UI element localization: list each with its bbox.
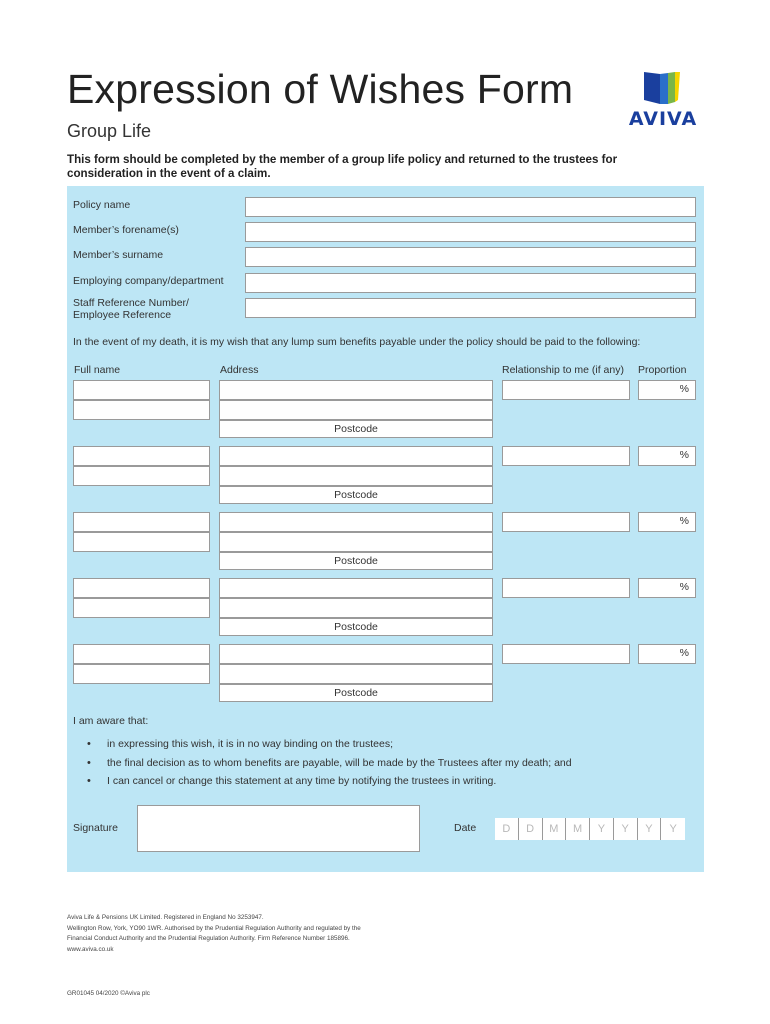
- beneficiary-5-address-line1[interactable]: [219, 644, 493, 664]
- staff-ref-label-line2: Employee Reference: [73, 309, 172, 321]
- beneficiary-1-relationship[interactable]: [502, 380, 630, 400]
- forenames-label: Member’s forename(s): [73, 224, 179, 236]
- date-month-1[interactable]: M: [543, 818, 567, 840]
- postcode-label: Postcode: [334, 621, 378, 633]
- awareness-list: [87, 738, 572, 794]
- postcode-label: Postcode: [334, 489, 378, 501]
- awareness-item: • I can cancel or change this statement at any time by notifying the trustees in writing.: [87, 775, 572, 794]
- date-month-2[interactable]: M: [566, 818, 590, 840]
- beneficiary-1-postcode[interactable]: [219, 420, 493, 438]
- beneficiary-3-address-line1[interactable]: [219, 512, 493, 532]
- date-year-1[interactable]: Y: [590, 818, 614, 840]
- col-full-name: Full name: [74, 364, 121, 376]
- beneficiary-4-postcode[interactable]: [219, 618, 493, 636]
- intro-text: This form should be completed by the member of a group life policy and returned to the trustees for consideration in the event of a claim.: [67, 153, 618, 180]
- beneficiary-5-relationship[interactable]: [502, 644, 630, 664]
- beneficiary-5-postcode[interactable]: [219, 684, 493, 702]
- beneficiary-4-address-line1[interactable]: [219, 578, 493, 598]
- postcode-label: Postcode: [334, 687, 378, 699]
- beneficiary-3-name-line1[interactable]: [73, 512, 210, 532]
- beneficiary-1-proportion[interactable]: [638, 380, 696, 400]
- beneficiary-2-address-line2[interactable]: [219, 466, 493, 486]
- footer-legal: [67, 913, 361, 955]
- beneficiary-2-proportion[interactable]: [638, 446, 696, 466]
- forenames-input[interactable]: [245, 222, 696, 242]
- beneficiary-4-relationship[interactable]: [502, 578, 630, 598]
- beneficiary-1-name-line2[interactable]: [73, 400, 210, 420]
- footer-website: www.aviva.co.uk: [67, 945, 114, 953]
- policy-name-label: Policy name: [73, 199, 131, 211]
- beneficiary-2-postcode[interactable]: [219, 486, 493, 504]
- date-label: Date: [454, 822, 477, 834]
- form-reference: GR01045 04/2020 ©Aviva plc: [67, 990, 150, 997]
- postcode-label: Postcode: [334, 423, 378, 435]
- beneficiary-4-name-line1[interactable]: [73, 578, 210, 598]
- page-subtitle: Group Life: [67, 121, 152, 141]
- employer-input[interactable]: [245, 273, 696, 293]
- footer-line: Financial Conduct Authority and the Prudential Regulation Authority. Firm Reference Number 185896.: [67, 935, 350, 942]
- beneficiary-5-name-line1[interactable]: [73, 644, 210, 664]
- percent-sign: %: [679, 383, 689, 395]
- beneficiary-1-name-line1[interactable]: [73, 380, 210, 400]
- page-title: Expression of Wishes Form: [67, 66, 574, 112]
- col-proportion: Proportion: [638, 364, 687, 376]
- beneficiary-5-proportion[interactable]: [638, 644, 696, 664]
- beneficiary-1-address-line1[interactable]: [219, 380, 493, 400]
- beneficiary-2-address-line1[interactable]: [219, 446, 493, 466]
- staff-ref-label-line1: Staff Reference Number/: [73, 297, 189, 309]
- date-year-2[interactable]: Y: [614, 818, 638, 840]
- signature-label: Signature: [73, 822, 118, 834]
- awareness-item: • in expressing this wish, it is in no way binding on the trustees;: [87, 738, 572, 757]
- beneficiary-2-relationship[interactable]: [502, 446, 630, 466]
- percent-sign: %: [679, 647, 689, 659]
- beneficiary-2-name-line2[interactable]: [73, 466, 210, 486]
- date-day-2[interactable]: D: [519, 818, 543, 840]
- surname-label: Member’s surname: [73, 249, 164, 261]
- beneficiary-4-address-line2[interactable]: [219, 598, 493, 618]
- footer-line: Wellington Row, York, YO90 1WR. Authorised by the Prudential Regulation Authority and regulated by the: [67, 924, 361, 932]
- awareness-heading: I am aware that:: [73, 715, 149, 727]
- col-address: Address: [220, 364, 259, 376]
- date-year-3[interactable]: Y: [638, 818, 662, 840]
- beneficiary-3-address-line2[interactable]: [219, 532, 493, 552]
- employer-label: Employing company/department: [73, 275, 224, 287]
- beneficiary-3-postcode[interactable]: [219, 552, 493, 570]
- staff-ref-input[interactable]: [245, 298, 696, 318]
- beneficiary-4-proportion[interactable]: [638, 578, 696, 598]
- postcode-label: Postcode: [334, 555, 378, 567]
- policy-name-input[interactable]: [245, 197, 696, 217]
- aviva-logo-text: AVIVA: [628, 108, 698, 130]
- awareness-item: • the final decision as to whom benefits are payable, will be made by the Trustees after my death; and: [87, 757, 572, 776]
- percent-sign: %: [679, 515, 689, 527]
- beneficiary-3-name-line2[interactable]: [73, 532, 210, 552]
- date-input[interactable]: [495, 818, 685, 840]
- beneficiary-2-name-line1[interactable]: [73, 446, 210, 466]
- footer-line: Aviva Life & Pensions UK Limited. Registered in England No 3253947.: [67, 914, 264, 921]
- beneficiary-5-name-line2[interactable]: [73, 664, 210, 684]
- date-day-1[interactable]: D: [495, 818, 519, 840]
- beneficiary-1-address-line2[interactable]: [219, 400, 493, 420]
- surname-input[interactable]: [245, 247, 696, 267]
- wish-statement: In the event of my death, it is my wish that any lump sum benefits payable under the policy should be paid to the following:: [73, 336, 641, 348]
- beneficiary-3-proportion[interactable]: [638, 512, 696, 532]
- percent-sign: %: [679, 449, 689, 461]
- col-relationship: Relationship to me (if any): [502, 364, 624, 376]
- beneficiary-4-name-line2[interactable]: [73, 598, 210, 618]
- beneficiary-5-address-line2[interactable]: [219, 664, 493, 684]
- signature-box[interactable]: [137, 805, 420, 852]
- percent-sign: %: [679, 581, 689, 593]
- date-year-4[interactable]: Y: [661, 818, 685, 840]
- beneficiary-3-relationship[interactable]: [502, 512, 630, 532]
